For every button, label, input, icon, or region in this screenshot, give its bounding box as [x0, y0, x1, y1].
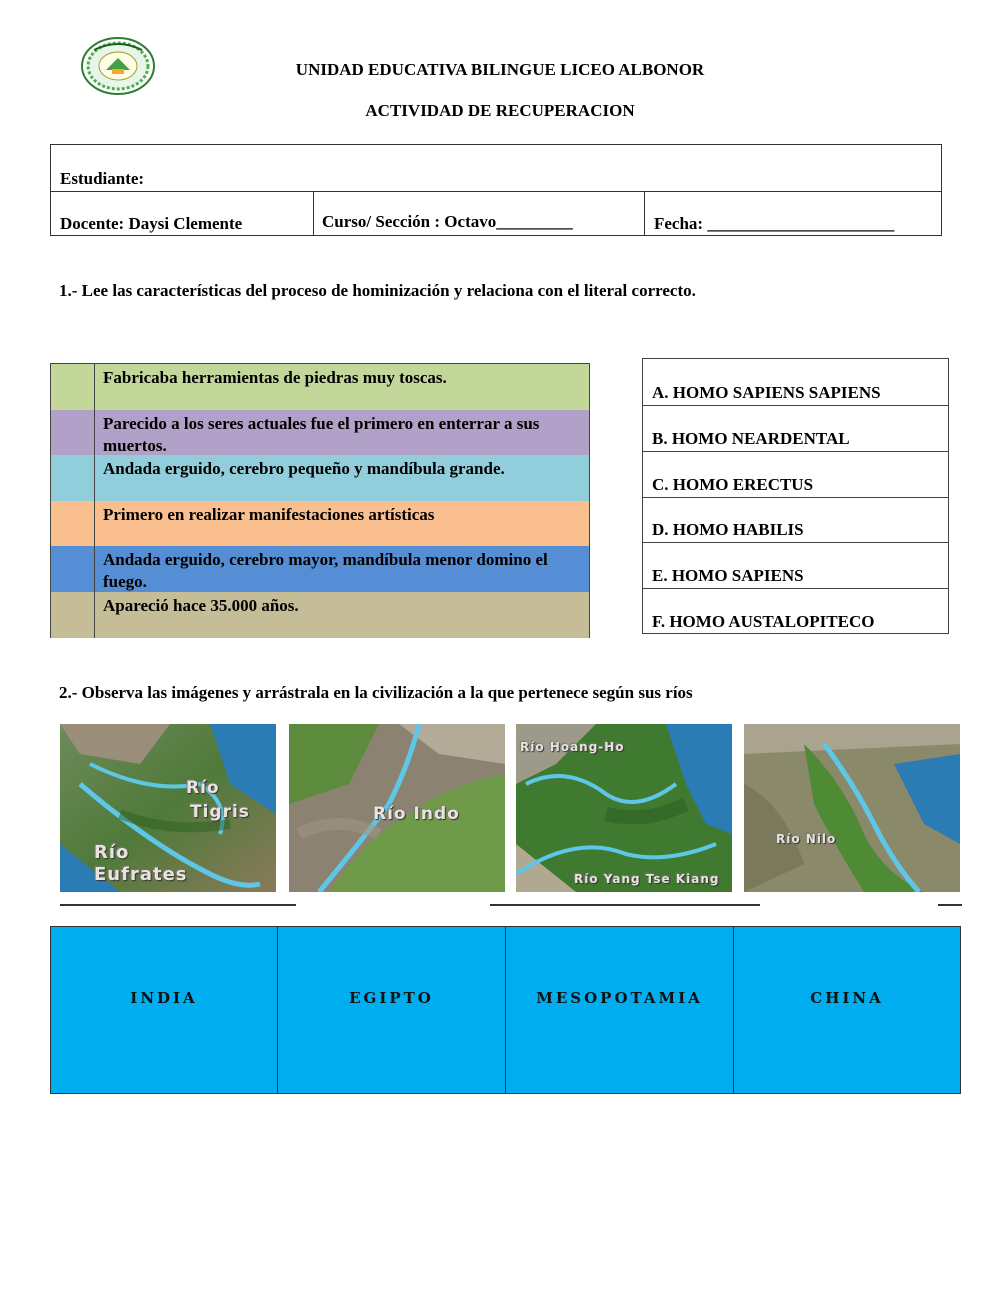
- option-row[interactable]: [643, 496, 948, 543]
- drop-zone-mesopotamia[interactable]: [505, 926, 734, 1094]
- option-label: E. HOMO SAPIENS: [652, 566, 804, 586]
- characteristics-table: [50, 363, 590, 638]
- characteristic-text: Andada erguido, cerebro pequeño y mandíbula grande.: [103, 459, 505, 478]
- characteristic-text: Primero en realizar manifestaciones artísticas: [103, 504, 435, 524]
- answer-slot[interactable]: [51, 592, 95, 638]
- student-field[interactable]: Estudiante:: [60, 169, 145, 188]
- course-field[interactable]: Curso/ Sección : Octavo_________: [322, 212, 573, 231]
- date-field[interactable]: Fecha: ______________________: [654, 214, 895, 233]
- river-label: Río: [94, 842, 130, 863]
- river-label: Río Nilo: [776, 832, 837, 846]
- characteristic-text: Andada erguido, cerebro mayor, mandíbula menor domino el fuego.: [103, 550, 548, 591]
- civilization-label: CHINA: [810, 989, 884, 1007]
- answer-slot[interactable]: [51, 546, 95, 592]
- drop-zone-india[interactable]: [50, 926, 278, 1094]
- characteristic-text: Fabricaba herramientas de piedras muy toscas.: [103, 368, 447, 387]
- characteristic-row[interactable]: [51, 501, 589, 547]
- option-row[interactable]: [643, 588, 948, 634]
- option-label: D. HOMO HABILIS: [652, 520, 804, 540]
- answer-underline: [490, 904, 760, 906]
- drop-zone-china[interactable]: [733, 926, 961, 1094]
- answer-underline: [938, 904, 962, 906]
- options-table: [642, 358, 949, 634]
- civilization-boxes: [50, 926, 961, 1096]
- answer-slot[interactable]: [51, 455, 95, 501]
- option-row[interactable]: [643, 359, 948, 406]
- characteristic-row[interactable]: [51, 546, 589, 592]
- civilization-label: MESOPOTAMIA: [536, 989, 703, 1007]
- characteristic-text: Parecido a los seres actuales fue el primero en enterrar a sus muertos.: [103, 413, 540, 455]
- school-name: UNIDAD EDUCATIVA BILINGUE LICEO ALBONOR: [295, 60, 705, 79]
- option-label: B. HOMO NEARDENTAL: [652, 428, 850, 448]
- teacher-field: Docente: Daysi Clemente: [60, 214, 243, 233]
- activity-title: ACTIVIDAD DE RECUPERACION: [365, 101, 635, 120]
- characteristic-row[interactable]: [51, 410, 589, 456]
- option-row[interactable]: [643, 405, 948, 452]
- characteristic-row[interactable]: [51, 455, 589, 501]
- answer-slot[interactable]: [51, 410, 95, 456]
- characteristic-row[interactable]: [51, 592, 589, 638]
- question-1-prompt: 1.- Lee las características del proceso de hominización y relaciona con el literal correcto.: [59, 281, 696, 300]
- answer-underline: [60, 904, 296, 906]
- map-hoang-ho-yang-tse[interactable]: [516, 724, 732, 892]
- option-label: C. HOMO ERECTUS: [652, 474, 814, 494]
- civilization-label: INDIA: [130, 989, 198, 1007]
- river-label: Tigris: [190, 802, 250, 822]
- student-info-table: [50, 144, 942, 236]
- answer-slot[interactable]: [51, 501, 95, 547]
- river-label: Eufrates: [94, 864, 188, 885]
- question-2-prompt: 2.- Observa las imágenes y arrástrala en la civilización a la que pertenece según sus ríos: [59, 683, 693, 702]
- option-row[interactable]: [643, 451, 948, 498]
- characteristic-text: Apareció hace 35.000 años.: [103, 595, 299, 615]
- column-divider: [644, 191, 645, 236]
- map-indo[interactable]: [289, 724, 505, 892]
- river-label: Río Yang Tse Kiang: [574, 872, 720, 886]
- river-label: Río Hoang-Ho: [520, 740, 625, 754]
- map-nilo[interactable]: [744, 724, 960, 892]
- civilization-label: EGIPTO: [349, 989, 434, 1007]
- map-tigris-eufrates[interactable]: [60, 724, 276, 892]
- characteristic-row[interactable]: [51, 364, 589, 410]
- column-divider: [313, 191, 314, 236]
- student-row: [51, 145, 941, 192]
- drop-zone-egipto[interactable]: [277, 926, 506, 1094]
- option-row[interactable]: [643, 542, 948, 589]
- river-label: Río Indo: [373, 804, 460, 824]
- river-label: Río: [186, 778, 220, 798]
- answer-slot[interactable]: [51, 364, 95, 410]
- option-label: F. HOMO AUSTALOPITECO: [652, 612, 875, 631]
- option-label: A. HOMO SAPIENS SAPIENS: [652, 383, 881, 402]
